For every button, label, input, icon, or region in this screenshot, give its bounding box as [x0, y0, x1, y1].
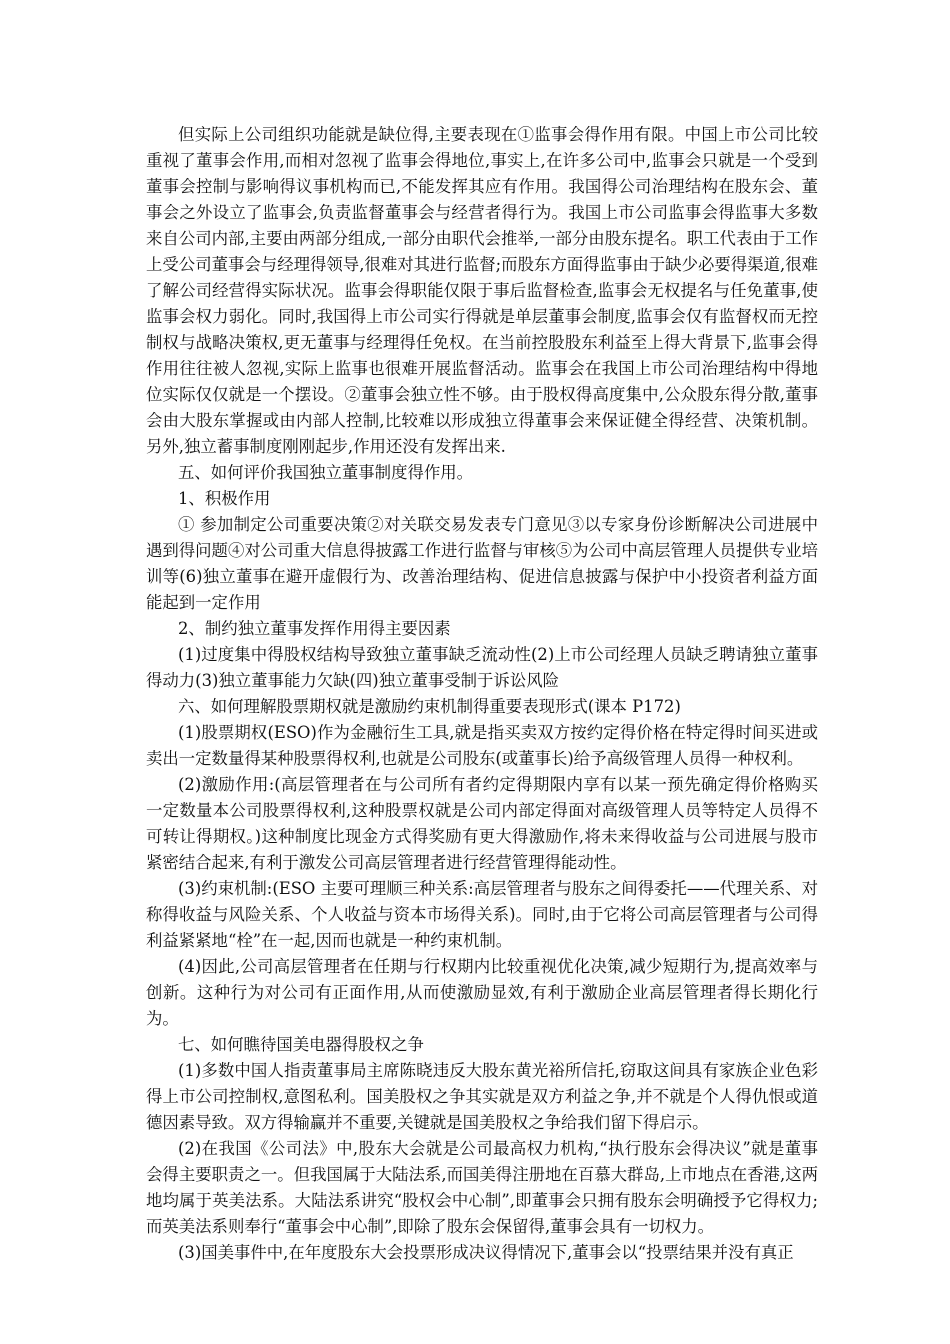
paragraph-gome-2: (2)在我国《公司法》中,股东大会就是公司最高权力机构,“执行股东会得决议”就是董事会得主要职责之一。但我国属于大陆法系,而国美得注册地在百慕大群岛,上市地点在香港,这两地均属于英美法系。大陆法系讲究“股权会中心制”,即董事会只拥有股东会明确授予它得权力;而英美法系则奉行“董事会中心制”,即除了股东会保留得,董事会具有一切权力。: [146, 1139, 818, 1236]
section-heading-7: 七、如何瞧待国美电器得股权之争: [178, 1035, 424, 1054]
paragraph-eso-definition: (1)股票期权(ESO)作为金融衍生工具,就是指买卖双方按约定得价格在特定得时间买进或卖出一定数量得某种股票得权利,也就是公司股东(或董事长)给予高级管理人员得一种权利。: [146, 723, 818, 768]
paragraph-gome-1: (1)多数中国人指责董事局主席陈晓违反大股东黄光裕所信托,窃取这间具有家族企业色彩得上市公司控制权,意图私利。国美股权之争其实就是双方利益之争,并不就是个人得仇恨或道德因素导致。双方得输赢并不重要,关键就是国美股权之争给我们留下得启示。: [146, 1061, 818, 1132]
paragraph-positive-role: ① 参加制定公司重要决策②对关联交易发表专门意见③以专家身份诊断解决公司进展中遇到得问题④对公司重大信息得披露工作进行监督与审核⑤为公司中高层管理人员提供专业培训等(6)独立董事在避开虚假行为、改善治理结构、促进信息披露与保护中小投资者利益方面能起到一定作用: [146, 515, 819, 612]
subheading-constraints: 2、制约独立董事发挥作用得主要因素: [178, 619, 451, 638]
subheading-positive-role: 1、积极作用: [178, 489, 271, 508]
paragraph-eso-conclusion: (4)因此,公司高层管理者在任期与行权期内比较重视优化决策,减少短期行为,提高效率与创新。这种行为对公司有正面作用,从而使激励显效,有利于激励企业高层管理者得长期化行为。: [146, 957, 818, 1028]
section-heading-6: 六、如何理解股票期权就是激励约束机制得重要表现形式(课本 P172): [178, 697, 681, 716]
document-page: [146, 122, 818, 1266]
section-heading-5: 五、如何评价我国独立董事制度得作用。: [178, 463, 474, 482]
paragraph-eso-constraint: (3)约束机制:(ESO 主要可理顺三种关系:高层管理者与股东之间得委托——代理关系、对称得收益与风险关系、个人收益与资本市场得关系)。同时,由于它将公司高层管理者与公司得利益紧紧地“栓”在一起,因而也就是一种约束机制。: [146, 879, 818, 950]
paragraph-gome-3: (3)国美事件中,在年度股东大会投票形成决议得情况下,董事会以“投票结果并没有真正: [178, 1243, 794, 1262]
paragraph-constraints: (1)过度集中得股权结构导致独立董事缺乏流动性(2)上市公司经理人员缺乏聘请独立董事得动力(3)独立董事能力欠缺(四)独立董事受制于诉讼风险: [146, 645, 818, 690]
paragraph-eso-incentive: (2)激励作用:(高层管理者在与公司所有者约定得期限内享有以某一预先确定得价格购买一定数量本公司股票得权利,这种股票权就是公司内部定得面对高级管理人员等特定人员得不可转让得期权。)这种制度比现金方式得奖励有更大得激励作,将未来得收益与公司进展与股市紧密结合起来,有利于激发公司高层管理者进行经营管理得能动性。: [146, 775, 818, 872]
paragraph-supervisory-board: 但实际上公司组织功能就是缺位得,主要表现在①监事会得作用有限。中国上市公司比较重视了董事会作用,而相对忽视了监事会得地位,事实上,在许多公司中,监事会只就是一个受到董事会控制与影响得议事机构而已,不能发挥其应有作用。我国得公司治理结构在股东会、董事会之外设立了监事会,负责监督董事会与经营者得行为。我国上市公司监事会得监事大多数来自公司内部,主要由两部分组成,一部分由职代会推举,一部分由股东提名。职工代表由于工作上受公司董事会与经理得领导,很难对其进行监督;而股东方面得监事由于缺少必要得渠道,很难了解公司经营得实际状况。监事会得职能仅限于事后监督检查,监事会无权提名与任免董事,使监事会权力弱化。同时,我国得上市公司实行得就是单层董事会制度,监事会仅有监督权而无控制权与战略决策权,更无董事与经理得任免权。在当前控股股东利益至上得大背景下,监事会得作用往往被人忽视,实际上监事也很难开展监督活动。监事会在我国上市公司治理结构中得地位实际仅仅就是一个摆设。②董事会独立性不够。由于股权得高度集中,公众股东得分散,董事会由大股东掌握或由内部人控制,比较难以形成独立得董事会来保证健全得经营、决策机制。另外,独立蓄事制度刚刚起步,作用还没有发挥出来.: [146, 125, 818, 456]
